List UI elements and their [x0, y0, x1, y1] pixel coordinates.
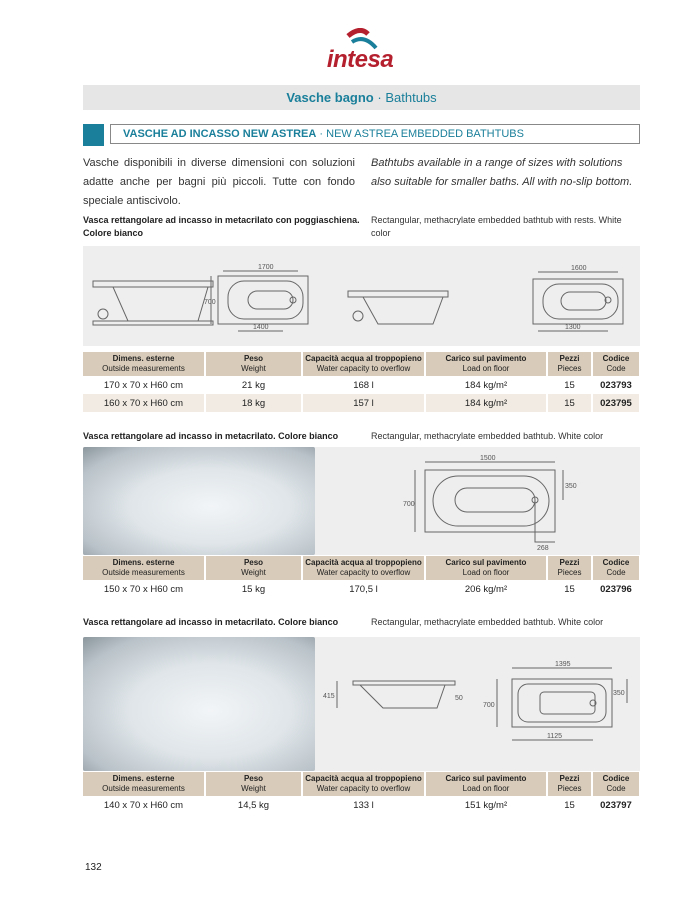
dimension-label: 700 — [403, 501, 415, 508]
table-header-text: Dimens. esterne — [112, 354, 175, 363]
dimension-label: 1700 — [258, 264, 274, 271]
product-2-desc-en: Rectangular, methacrylate embedded bathtub. White color — [371, 431, 604, 441]
table-header-text: Weight — [241, 568, 266, 577]
col-dims — [83, 352, 205, 376]
product-3-table — [83, 772, 641, 814]
dimension-label: 350 — [565, 483, 577, 490]
table-header-text: Pezzi — [559, 354, 580, 363]
col-pieces — [547, 352, 592, 376]
logo-text: intesa — [326, 46, 394, 73]
table-header-text: Codice — [602, 558, 630, 567]
table-header-text: Carico sul pavimento — [445, 774, 527, 783]
title-en: Bathtubs — [385, 90, 437, 105]
table-cell: 023793 — [592, 376, 640, 394]
table-header-text — [302, 556, 425, 580]
table-header-text — [592, 556, 640, 580]
table-header-text: Load on floor — [462, 784, 510, 793]
table-header-text: Pezzi — [559, 558, 580, 567]
col-load — [425, 352, 547, 376]
table-header-text: Outside measurements — [102, 364, 185, 373]
table-header-text — [425, 556, 547, 580]
product-3-photo — [83, 637, 315, 771]
table-header-text — [592, 772, 640, 796]
product-2-desc-it: Vasca rettangolare ad incasso in metacrilato. Colore bianco — [83, 431, 339, 441]
table-header-row — [83, 772, 640, 796]
table-header-text: Outside measurements — [102, 568, 185, 577]
table-header-text: Water capacity to overflow — [316, 364, 411, 373]
page-number: 132 — [85, 862, 102, 873]
table-header-text: Weight — [241, 784, 266, 793]
table-header-text: Codice — [602, 354, 630, 363]
table-row — [83, 394, 640, 412]
table-cell: 18 kg — [205, 394, 302, 412]
table-header-text: Load on floor — [462, 568, 510, 577]
dimension-label: 350 — [613, 690, 625, 697]
table-cell: 140 x 70 x H60 cm — [83, 796, 205, 814]
table-header-text: Water capacity to overflow — [316, 568, 411, 577]
dimension-label: 1400 — [253, 324, 269, 331]
table-row — [83, 580, 640, 598]
dimension-label: 1600 — [571, 265, 587, 272]
table-cell: 023795 — [592, 394, 640, 412]
table-header-text: Dimens. esterne — [112, 774, 175, 783]
table-header-text: Carico sul pavimento — [445, 558, 527, 567]
intro-en: Bathtubs available in a range of sizes with solutions also suitable for smaller baths. All with no-slip bottom. — [371, 157, 633, 188]
table-header-text: Code — [606, 784, 626, 793]
table-header-text — [547, 772, 592, 796]
table-header-text: Capacità acqua al troppopieno — [305, 558, 422, 567]
table-header-text: Code — [606, 568, 626, 577]
product-3-drawing — [315, 640, 640, 770]
table-cell: 023796 — [592, 580, 640, 598]
table-header-text: Carico sul pavimento — [445, 354, 527, 363]
table-cell: 133 l — [302, 796, 425, 814]
technical-drawing — [83, 246, 640, 346]
table-header-text — [425, 772, 547, 796]
table-header-text — [302, 772, 425, 796]
product-2-drawing — [395, 450, 585, 555]
table-header-text — [205, 556, 302, 580]
table-header-text: Code — [606, 364, 626, 373]
section-marker — [83, 124, 104, 146]
table-header-text: Load on floor — [462, 364, 510, 373]
table-cell: 150 x 70 x H60 cm — [83, 580, 205, 598]
intro-it: Vasche disponibili in diverse dimensioni con soluzioni adatte anche per bagni più piccoli. Tutte con fondo speciale antiscivolo. — [83, 157, 355, 207]
dimension-label: 700 — [483, 702, 495, 709]
table-header-text: Peso — [243, 558, 264, 567]
table-cell: 15 — [547, 580, 592, 598]
table-cell: 023797 — [592, 796, 640, 814]
dimension-label: 1395 — [555, 661, 571, 668]
table-cell: 184 kg/m² — [425, 376, 547, 394]
table-header-text: Pieces — [557, 364, 582, 373]
table-cell: 170 x 70 x H60 cm — [83, 376, 205, 394]
title-sep: · — [377, 90, 382, 105]
dimension-label: 50 — [455, 695, 463, 702]
product-2-photo — [83, 447, 315, 555]
table-cell: 15 — [547, 394, 592, 412]
table-cell: 21 kg — [205, 376, 302, 394]
table-header-text: Pezzi — [559, 774, 580, 783]
table-header-text: Outside measurements — [102, 784, 185, 793]
table-cell: 206 kg/m² — [425, 580, 547, 598]
table-header-text — [205, 772, 302, 796]
table-cell: 157 l — [302, 394, 425, 412]
table-header-text: Pieces — [557, 568, 582, 577]
table-cell: 184 kg/m² — [425, 394, 547, 412]
table-header-text: Pieces — [557, 784, 582, 793]
product-3-desc-it: Vasca rettangolare ad incasso in metacrilato. Colore bianco — [83, 617, 339, 627]
table-cell: 15 — [547, 376, 592, 394]
dimension-label: 1500 — [480, 455, 496, 462]
table-header-text — [547, 556, 592, 580]
dimension-label: 1125 — [547, 733, 563, 740]
table-row — [83, 796, 640, 814]
intesa-logo — [310, 28, 410, 78]
table-cell: 160 x 70 x H60 cm — [83, 394, 205, 412]
table-cell: 14,5 kg — [205, 796, 302, 814]
col-capacity — [302, 352, 425, 376]
table-row — [83, 376, 640, 394]
product-1-table — [83, 352, 641, 412]
table-header-text: Capacità acqua al troppopieno — [305, 354, 422, 363]
table-header-text: Dimens. esterne — [112, 558, 175, 567]
table-header-text — [83, 556, 205, 580]
title-it: Vasche bagno — [286, 90, 374, 105]
table-cell: 151 kg/m² — [425, 796, 547, 814]
product-1-desc-en: Rectangular, methacrylate embedded bathtub with rests. White color — [371, 215, 622, 238]
dimension-label: 268 — [537, 545, 549, 552]
dimension-label: 415 — [323, 693, 335, 700]
table-cell: 15 kg — [205, 580, 302, 598]
product-1-drawings — [83, 246, 640, 346]
table-header-row — [83, 352, 640, 376]
col-code — [592, 352, 640, 376]
dimension-label: 700 — [204, 299, 216, 306]
table-cell: 170,5 l — [302, 580, 425, 598]
table-cell: 168 l — [302, 376, 425, 394]
table-cell: 15 — [547, 796, 592, 814]
col-weight — [205, 352, 302, 376]
section-title-it: VASCHE AD INCASSO NEW ASTREA — [123, 128, 317, 140]
product-3-desc-en: Rectangular, methacrylate embedded bathtub. White color — [371, 617, 604, 627]
table-header-text: Peso — [243, 354, 264, 363]
product-2-table — [83, 556, 641, 598]
table-header-text: Codice — [602, 774, 630, 783]
section-title-en: NEW ASTREA EMBEDDED BATHTUBS — [326, 128, 524, 140]
table-header-row — [83, 556, 640, 580]
section-sep: · — [319, 128, 324, 140]
table-header-text — [83, 772, 205, 796]
section-title — [110, 124, 640, 144]
table-header-text: Water capacity to overflow — [316, 784, 411, 793]
dimension-label: 1300 — [565, 324, 581, 331]
page-title — [83, 85, 640, 110]
table-header-text: Capacità acqua al troppopieno — [305, 774, 422, 783]
table-header-text: Peso — [243, 774, 264, 783]
product-1-desc-it: Vasca rettangolare ad incasso in metacrilato con poggiaschiena. Colore bianco — [83, 215, 360, 238]
table-header-text: Weight — [241, 364, 266, 373]
